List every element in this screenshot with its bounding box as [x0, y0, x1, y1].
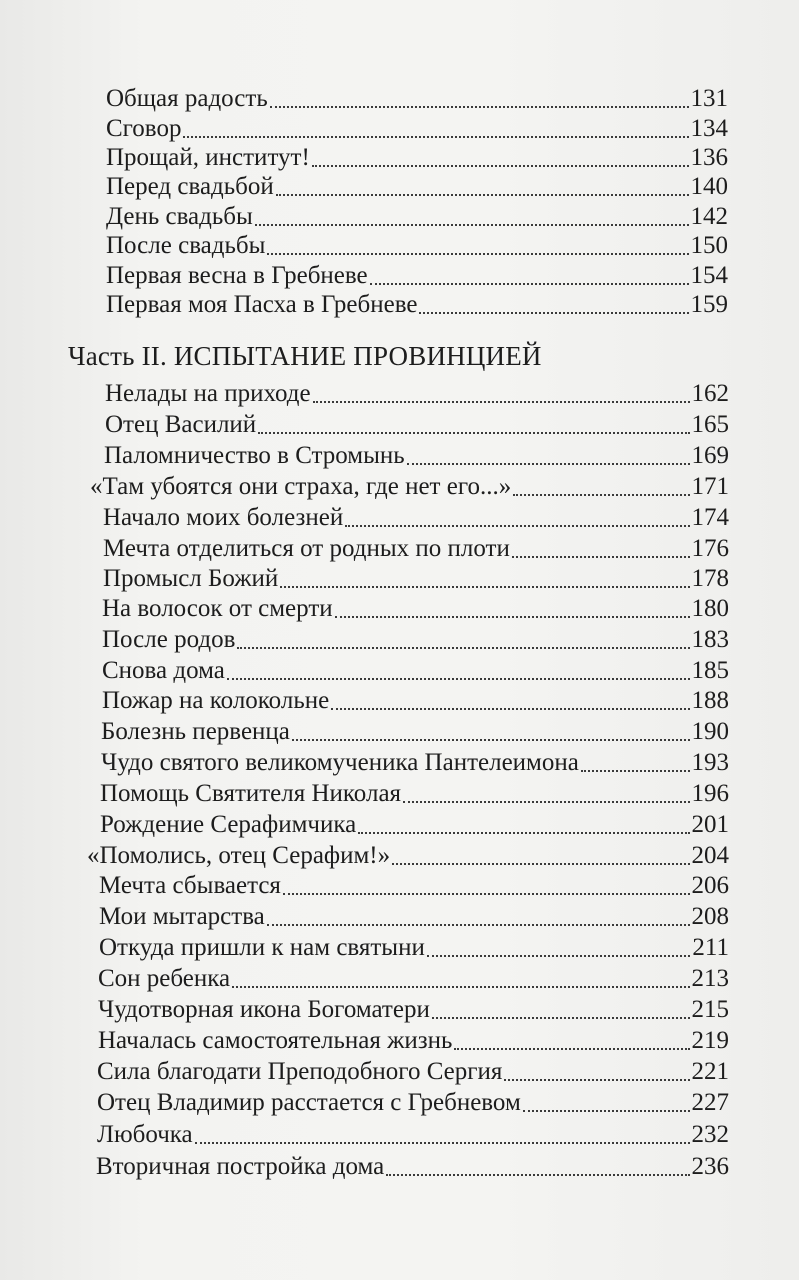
toc-entry-page: 154	[690, 262, 728, 289]
toc-entry-title: Откуда пришли к нам святыни	[99, 934, 425, 961]
toc-entry-title: Мечта отделиться от родных по плоти	[103, 535, 510, 562]
toc-entry	[106, 261, 728, 291]
toc-entry-page: 236	[691, 1153, 729, 1180]
toc-entry-page: 150	[690, 232, 728, 259]
dot-leader	[358, 832, 689, 834]
toc-entry	[103, 564, 729, 594]
toc-entry	[101, 748, 729, 778]
part-heading: Часть II. ИСПЫТАНИЕ ПРОВИНЦИЕЙ	[68, 341, 542, 371]
toc-entry-page: 227	[691, 1089, 729, 1116]
toc-entry	[98, 995, 729, 1025]
dot-leader	[292, 739, 690, 741]
toc-entry	[96, 1152, 729, 1182]
toc-entry-page: 159	[690, 291, 728, 318]
dot-leader	[183, 136, 688, 138]
dot-leader	[581, 770, 690, 772]
toc-entry-title: Общая радость	[106, 85, 268, 112]
toc-entry	[102, 656, 729, 686]
toc-entry-title: Помощь Святителя Николая	[100, 780, 402, 807]
toc-entry-page: 204	[691, 842, 729, 869]
toc-entry-title: Первая моя Пасха в Гребневе	[106, 291, 418, 318]
dot-leader	[237, 647, 689, 649]
dot-leader	[427, 955, 691, 957]
toc-entry	[103, 503, 729, 533]
toc-entry-title: Сговор	[106, 115, 182, 142]
toc-entry	[97, 1088, 729, 1118]
toc-entry-page: 232	[691, 1121, 729, 1148]
toc-entry-title: Любочка	[97, 1121, 193, 1148]
toc-entry	[106, 202, 728, 232]
toc-entry	[103, 534, 729, 564]
toc-entry	[99, 902, 729, 932]
toc-entry-page: 211	[692, 934, 729, 961]
toc-entry-title: Рождение Серафимчика	[100, 811, 357, 838]
dot-leader	[370, 283, 689, 285]
toc-entry-title: «Помолись, отец Серафим!»	[87, 842, 391, 869]
toc-entry	[102, 686, 729, 716]
toc-entry-title: Снова дома	[102, 657, 225, 684]
toc-entry-title: После свадьбы	[106, 232, 266, 259]
toc-entry-page: 178	[691, 565, 729, 592]
toc-entry	[101, 717, 729, 747]
toc-entry	[87, 841, 729, 871]
toc-entry-title: Болезнь первенца	[101, 718, 290, 745]
toc-entry-page: 131	[690, 85, 728, 112]
toc-entry-page: 134	[690, 115, 728, 142]
toc-entry-page: 206	[691, 872, 729, 899]
dot-leader	[386, 1174, 689, 1176]
toc-entry-title: Перед свадьбой	[106, 173, 274, 200]
dot-leader	[454, 1048, 689, 1050]
toc-entry-page: 176	[691, 535, 729, 562]
toc-entry-title: Промысл Божий	[103, 565, 279, 592]
toc-entry	[106, 231, 728, 261]
dot-leader	[392, 863, 689, 865]
dot-leader	[255, 224, 689, 226]
dot-leader	[523, 1110, 690, 1112]
toc-entry	[104, 441, 729, 471]
dot-leader	[419, 312, 688, 314]
toc-entry-page: 142	[690, 203, 728, 230]
dot-leader	[432, 1017, 690, 1019]
toc-entry-title: Нелады на приходе	[105, 380, 311, 407]
toc-entry	[106, 143, 728, 173]
dot-leader	[276, 194, 689, 196]
toc-entry-title: Началась самостоятельная жизнь	[98, 1027, 453, 1054]
toc-entry-page: 221	[691, 1058, 729, 1085]
toc-entry-page: 201	[691, 811, 729, 838]
toc-entry-title: Паломничество в Стромынь	[104, 442, 405, 469]
toc-entry-page: 140	[690, 173, 728, 200]
toc-entry	[97, 1057, 729, 1087]
dot-leader	[270, 106, 689, 108]
toc-entry-page: 188	[691, 687, 729, 714]
toc-entry-title: Мечта сбывается	[99, 872, 281, 899]
toc-entry-page: 196	[691, 780, 729, 807]
toc-entry-title: Отец Владимир расстается с Гребневом	[97, 1089, 521, 1116]
dot-leader	[513, 494, 689, 496]
toc-entry-title: Первая весна в Гребневе	[106, 262, 368, 289]
dot-leader	[283, 893, 690, 895]
toc-entry	[99, 871, 729, 901]
toc-entry-page: 171	[691, 473, 729, 500]
toc-entry-title: Пожар на колокольне	[102, 687, 330, 714]
dot-leader	[313, 401, 690, 403]
dot-leader	[195, 1142, 690, 1144]
toc-entry	[102, 594, 729, 624]
dot-leader	[335, 616, 690, 618]
toc-entry	[106, 290, 728, 320]
toc-entry-title: Чудо святого великомученика Пантелеимона	[101, 749, 579, 776]
toc-entry	[105, 410, 729, 440]
dot-leader	[232, 986, 689, 988]
toc-entry-page: 162	[691, 380, 729, 407]
dot-leader	[407, 463, 690, 465]
toc-entry	[105, 379, 729, 409]
toc-entry-title: «Там убоятся они страха, где нет его...»	[90, 473, 512, 500]
toc-entry-page: 136	[690, 144, 728, 171]
toc-entry	[106, 84, 728, 114]
dot-leader	[258, 432, 689, 434]
toc-entry-title: Мои мытарства	[99, 903, 265, 930]
dot-leader	[267, 253, 688, 255]
toc-entry	[106, 114, 728, 144]
toc-entry	[102, 625, 729, 655]
toc-entry-page: 219	[691, 1027, 729, 1054]
toc-entry-title: Сила благодати Преподобного Сергия	[97, 1058, 503, 1085]
toc-entry-title: Начало моих болезней	[103, 504, 344, 531]
toc-entry-title: Вторичная постройка дома	[96, 1153, 385, 1180]
dot-leader	[345, 525, 689, 527]
toc-entry	[106, 172, 728, 202]
toc-entry	[98, 964, 729, 994]
toc-entry-page: 174	[691, 504, 729, 531]
toc-entry-title: Сон ребенка	[98, 965, 231, 992]
toc-entry-page: 185	[691, 657, 729, 684]
toc-entry	[98, 1026, 729, 1056]
toc-entry-page: 180	[691, 595, 729, 622]
toc-entry-title: Прощай, институт!	[106, 144, 310, 171]
dot-leader	[512, 556, 690, 558]
toc-entry-title: Отец Василий	[105, 411, 257, 438]
dot-leader	[331, 708, 689, 710]
toc-entry	[90, 472, 729, 502]
toc-entry-page: 183	[691, 626, 729, 653]
toc-entry-title: На волосок от смерти	[102, 595, 333, 622]
dot-leader	[312, 165, 689, 167]
toc-entry-title: Чудотворная икона Богоматери	[98, 996, 430, 1023]
toc-entry-page: 213	[691, 965, 729, 992]
toc-entry-title: После родов	[102, 626, 236, 653]
toc-entry-page: 165	[691, 411, 729, 438]
toc-entry	[99, 933, 729, 963]
dot-leader	[227, 678, 690, 680]
dot-leader	[267, 924, 690, 926]
toc-entry	[100, 779, 729, 809]
dot-leader	[504, 1079, 689, 1081]
toc-entry-page: 215	[691, 996, 729, 1023]
toc-entry-page: 190	[691, 718, 729, 745]
dot-leader	[403, 801, 689, 803]
dot-leader	[280, 586, 689, 588]
toc-entry-page: 208	[691, 903, 729, 930]
toc-entry	[97, 1120, 729, 1150]
toc-entry	[100, 810, 729, 840]
toc-entry-title: День свадьбы	[106, 203, 253, 230]
toc-entry-page: 169	[691, 442, 729, 469]
toc-entry-page: 193	[691, 749, 729, 776]
